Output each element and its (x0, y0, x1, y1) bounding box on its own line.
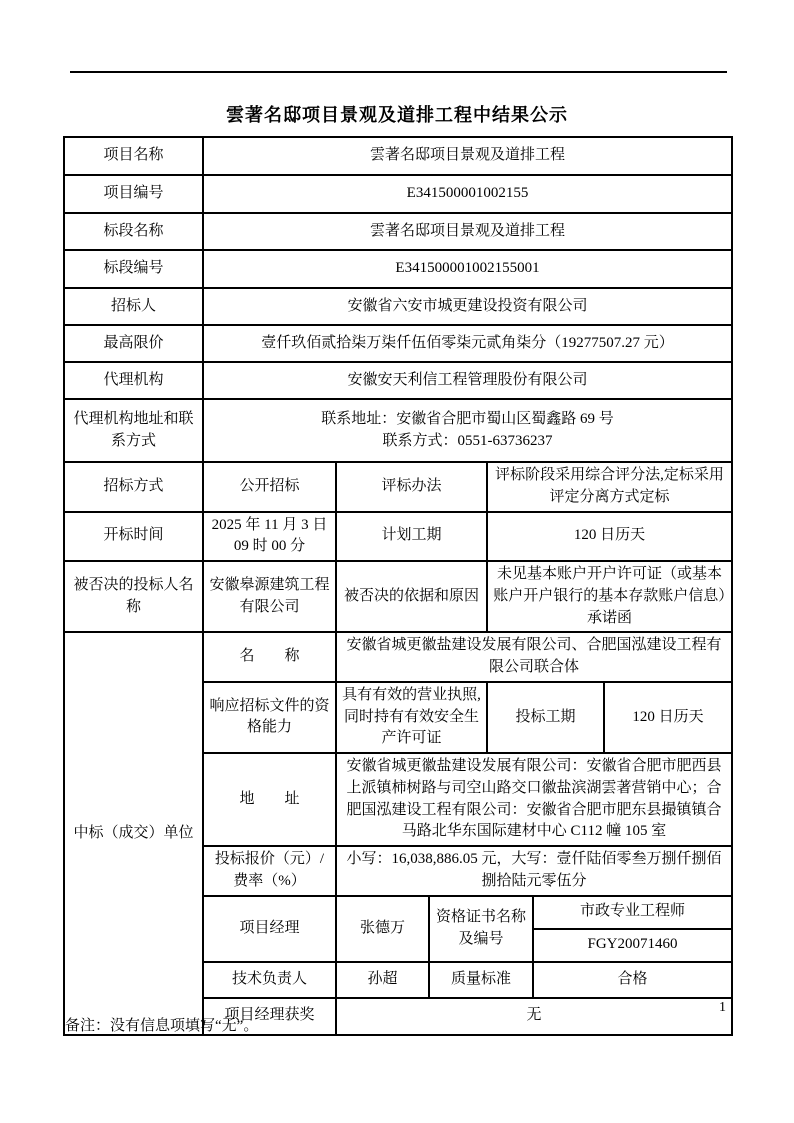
table-row (64, 399, 732, 462)
winner-name-label: 名 称 (203, 632, 336, 682)
project-manager-label: 项目经理 (203, 896, 336, 962)
winner-name-value: 安徽省城更徽盐建设发展有限公司、合肥国泓建设工程有限公司联合体 (336, 632, 732, 682)
max-price-value: 壹仟玖佰贰拾柒万柒仟伍佰零柒元贰角柒分（19277507.27 元） (203, 325, 732, 362)
header-rule (70, 71, 727, 73)
table-row (64, 250, 732, 288)
rejection-reason-label: 被否决的依据和原因 (336, 561, 487, 632)
bid-opening-label: 开标时间 (64, 512, 203, 562)
table-row (64, 512, 732, 562)
winner-address-value: 安徽省城更徽盐建设发展有限公司：安徽省合肥市肥西县上派镇柿树路与司空山路交口徽盐滨湖雲著营销中心；合肥国泓建设工程有限公司：安徽省合肥市肥东县撮镇镇合马路北华东国际建材中心 C112 幢 105 室 (336, 753, 732, 846)
tech-lead-value: 孙超 (336, 962, 429, 998)
cert-label: 资格证书名称及编号 (429, 896, 533, 962)
bid-result-table (63, 136, 733, 1036)
agency-contact-phone: 联系方式：0551-63736237 (382, 432, 553, 449)
winner-section-label: 中标（成交）单位 (64, 632, 203, 1034)
project-name-label: 项目名称 (64, 137, 203, 175)
agency-contact-address: 联系地址：安徽省合肥市蜀山区蜀鑫路 69 号 (321, 410, 614, 427)
table-row (64, 561, 732, 632)
bid-price-label: 投标报价（元）/费率（%） (203, 846, 336, 896)
project-code-value: E341500001002155 (203, 175, 732, 213)
cert-no-value: FGY20071460 (533, 929, 732, 962)
table-row (64, 137, 732, 175)
evaluation-method-value: 评标阶段采用综合评分法,定标采用评定分离方式定标 (487, 462, 732, 512)
agency-contact-label: 代理机构地址和联系方式 (64, 399, 203, 462)
project-manager-value: 张德万 (336, 896, 429, 962)
section-name-label: 标段名称 (64, 213, 203, 250)
page-title: 雲著名邸项目景观及道排工程中结果公示 (226, 105, 568, 125)
table-row (64, 288, 732, 325)
table-row (64, 362, 732, 399)
rejected-bidder-value: 安徽皋源建筑工程有限公司 (203, 561, 336, 632)
bid-duration-value: 120 日历天 (604, 682, 732, 753)
agency-value: 安徽安天利信工程管理股份有限公司 (203, 362, 732, 399)
project-name-value: 雲著名邸项目景观及道排工程 (203, 137, 732, 175)
project-code-label: 项目编号 (64, 175, 203, 213)
planned-duration-label: 计划工期 (336, 512, 487, 562)
tenderee-value: 安徽省六安市城更建设投资有限公司 (203, 288, 732, 325)
bid-price-value: 小写：16,038,886.05 元，大写：壹仟陆佰零叁万捌仟捌佰捌拾陆元零伍分 (336, 846, 732, 896)
winner-address-label: 地 址 (203, 753, 336, 846)
quality-standard-value: 合格 (533, 962, 732, 998)
quality-standard-label: 质量标准 (429, 962, 533, 998)
table-row (64, 632, 732, 682)
tenderee-label: 招标人 (64, 288, 203, 325)
evaluation-method-label: 评标办法 (336, 462, 487, 512)
table-row (64, 213, 732, 250)
rejected-bidder-label: 被否决的投标人名称 (64, 561, 203, 632)
table-row (64, 462, 732, 512)
section-code-value: E341500001002155001 (203, 250, 732, 288)
bid-opening-value: 2025 年 11 月 3 日 09 时 00 分 (203, 512, 336, 562)
bid-duration-label: 投标工期 (487, 682, 604, 753)
page-number: 1 (719, 1000, 726, 1015)
max-price-label: 最高限价 (64, 325, 203, 362)
winner-qualification-value: 具有有效的营业执照,同时持有有效安全生产许可证 (336, 682, 487, 753)
agency-contact-value (203, 399, 732, 462)
agency-label: 代理机构 (64, 362, 203, 399)
planned-duration-value: 120 日历天 (487, 512, 732, 562)
winner-qualification-label: 响应招标文件的资格能力 (203, 682, 336, 753)
cert-name-value: 市政专业工程师 (533, 896, 732, 929)
section-code-label: 标段编号 (64, 250, 203, 288)
table-row (64, 175, 732, 213)
manager-award-value: 无 (336, 998, 732, 1035)
tech-lead-label: 技术负责人 (203, 962, 336, 998)
tender-method-label: 招标方式 (64, 462, 203, 512)
tender-method-value: 公开招标 (203, 462, 336, 512)
rejection-reason-value: 未见基本账户开户许可证（或基本账户开户银行的基本存款账户信息）承诺函 (487, 561, 732, 632)
table-row (64, 325, 732, 362)
section-name-value: 雲著名邸项目景观及道排工程 (203, 213, 732, 250)
manager-award-label: 项目经理获奖 (203, 998, 336, 1035)
remark-note: 备注：没有信息项填写“无”。 (65, 1018, 259, 1034)
